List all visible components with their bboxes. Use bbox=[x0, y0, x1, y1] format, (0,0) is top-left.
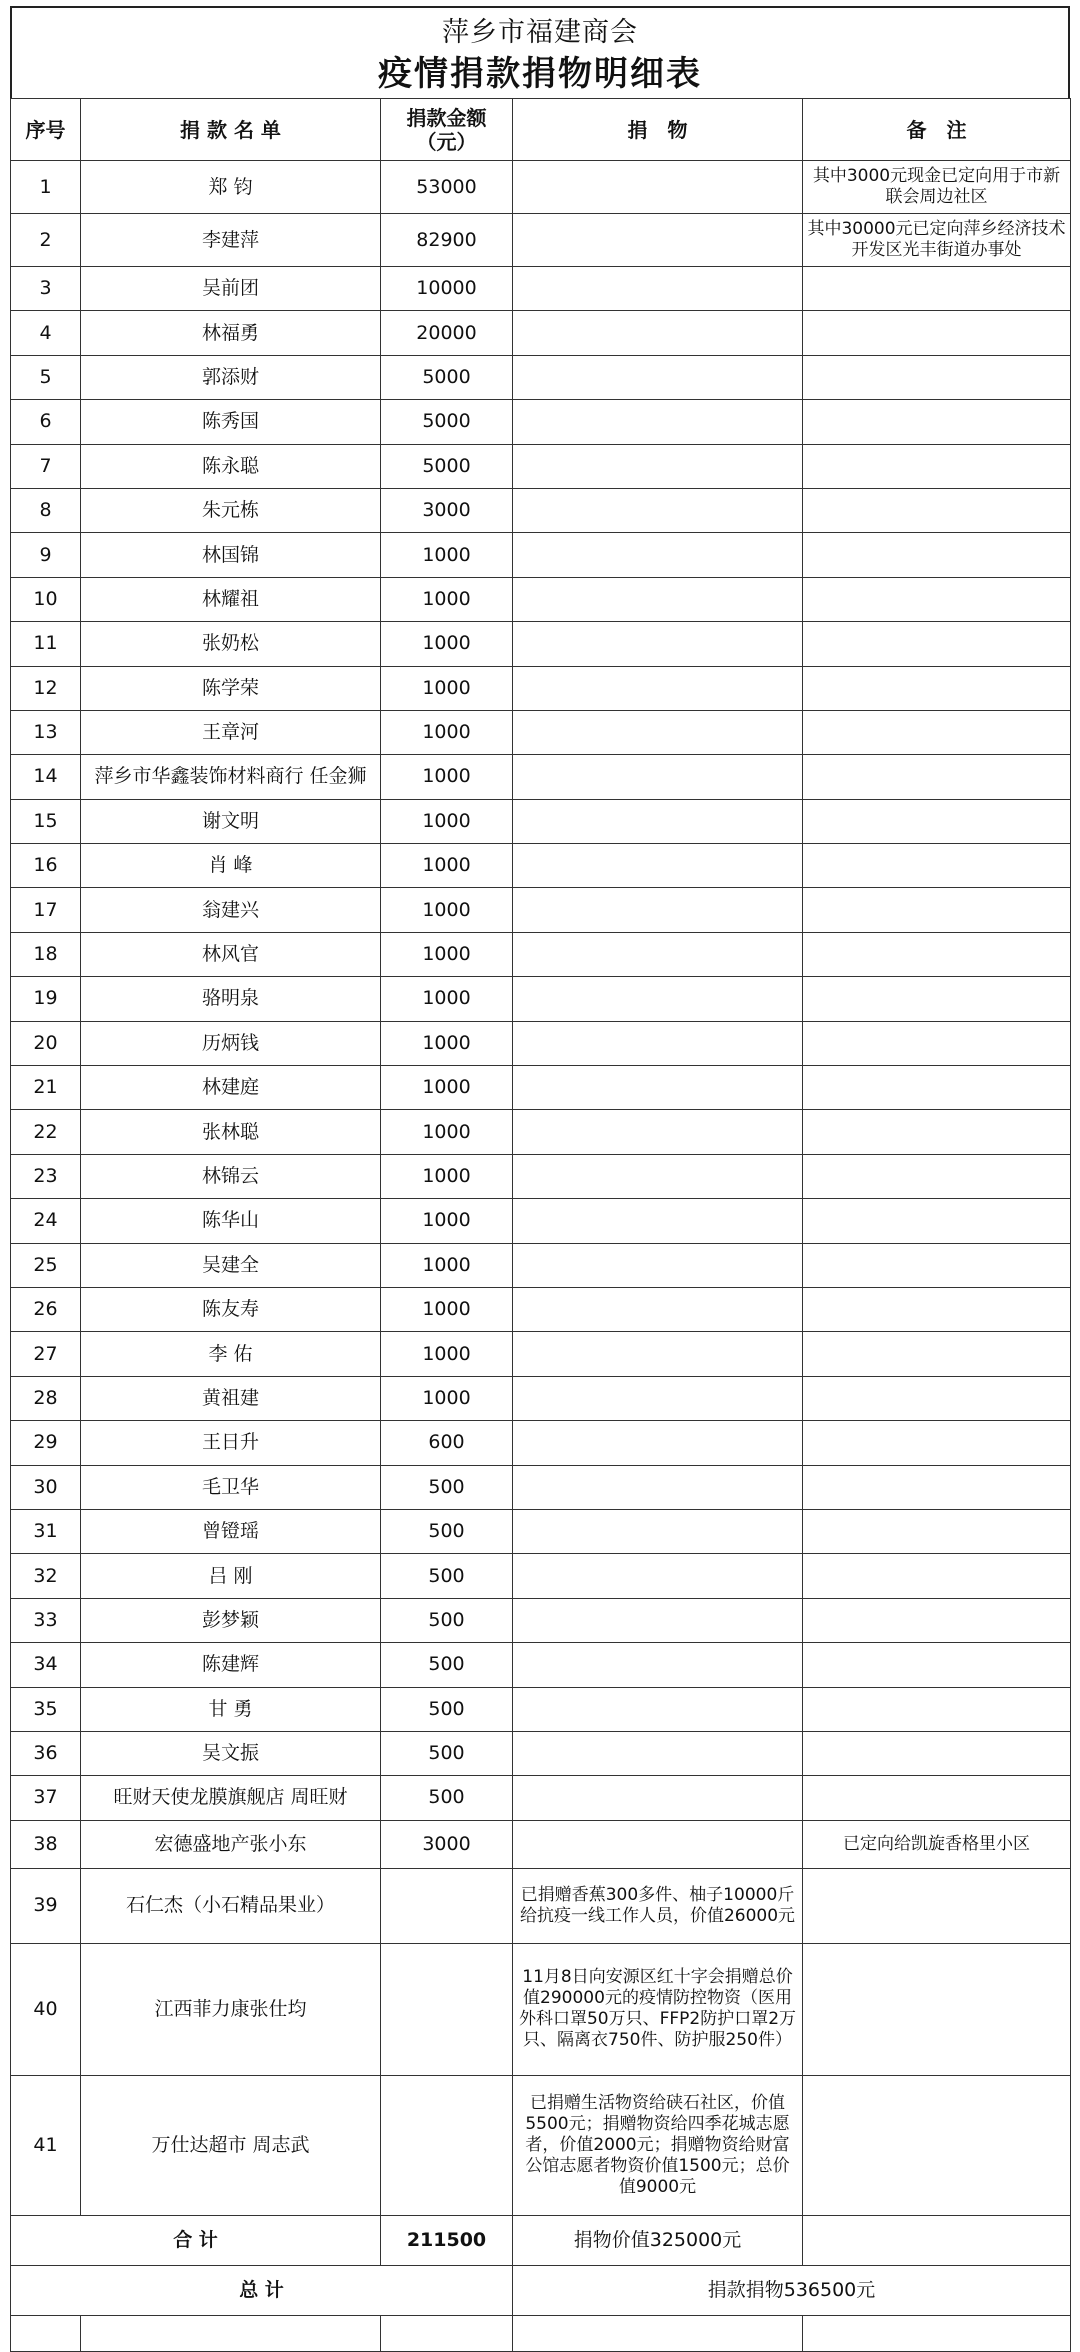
row-no: 15 bbox=[11, 799, 81, 843]
donor-name: 郭添财 bbox=[81, 355, 381, 399]
donor-name: 吴文振 bbox=[81, 1731, 381, 1775]
row-no: 6 bbox=[11, 400, 81, 444]
donated-goods bbox=[513, 400, 803, 444]
table-row bbox=[11, 710, 1071, 754]
donation-amount: 3000 bbox=[381, 488, 513, 532]
table-row bbox=[11, 1643, 1071, 1687]
donated-goods bbox=[513, 267, 803, 311]
donated-goods: 11月8日向安源区红十字会捐赠总价值290000元的疫情防控物资（医用外科口罩50万只、FFP2防护口罩2万只、隔离衣750件、防护服250件） bbox=[513, 1943, 803, 2075]
table-row bbox=[11, 267, 1071, 311]
donation-amount: 1000 bbox=[381, 1376, 513, 1420]
row-no: 33 bbox=[11, 1598, 81, 1642]
donated-goods bbox=[513, 1643, 803, 1687]
donation-amount: 1000 bbox=[381, 844, 513, 888]
donor-name: 朱元栋 bbox=[81, 488, 381, 532]
remark bbox=[803, 755, 1071, 799]
row-no: 7 bbox=[11, 444, 81, 488]
remark bbox=[803, 1868, 1071, 1943]
row-no: 2 bbox=[11, 214, 81, 267]
donation-amount bbox=[381, 1868, 513, 1943]
donated-goods bbox=[513, 1243, 803, 1287]
donated-goods bbox=[513, 1598, 803, 1642]
donation-amount: 600 bbox=[381, 1421, 513, 1465]
donation-amount: 500 bbox=[381, 1643, 513, 1687]
table-row bbox=[11, 1287, 1071, 1331]
blank-cell bbox=[11, 2315, 81, 2351]
donor-name: 万仕达超市 周志武 bbox=[81, 2075, 381, 2215]
donation-table bbox=[10, 98, 1071, 2352]
table-row bbox=[11, 844, 1071, 888]
donor-name: 陈学荣 bbox=[81, 666, 381, 710]
donor-name: 萍乡市华鑫装饰材料商行 任金狮 bbox=[81, 755, 381, 799]
row-no: 12 bbox=[11, 666, 81, 710]
table-row bbox=[11, 888, 1071, 932]
donated-goods bbox=[513, 844, 803, 888]
remark bbox=[803, 1021, 1071, 1065]
title-block bbox=[10, 6, 1070, 98]
remark bbox=[803, 1066, 1071, 1110]
header-goods: 捐 物 bbox=[513, 99, 803, 161]
row-no: 5 bbox=[11, 355, 81, 399]
remark bbox=[803, 666, 1071, 710]
remark: 其中3000元现金已定向用于市新联会周边社区 bbox=[803, 161, 1071, 214]
donation-amount: 1000 bbox=[381, 622, 513, 666]
donor-name: 吴前团 bbox=[81, 267, 381, 311]
row-no: 31 bbox=[11, 1509, 81, 1553]
subtotal-amount: 211500 bbox=[381, 2215, 513, 2265]
remark bbox=[803, 1643, 1071, 1687]
donated-goods bbox=[513, 1820, 803, 1868]
donation-amount: 1000 bbox=[381, 888, 513, 932]
donation-amount: 5000 bbox=[381, 355, 513, 399]
blank-row bbox=[11, 2315, 1071, 2351]
donated-goods bbox=[513, 577, 803, 621]
donor-name: 谢文明 bbox=[81, 799, 381, 843]
row-no: 3 bbox=[11, 267, 81, 311]
table-row bbox=[11, 1421, 1071, 1465]
donor-name: 张奶松 bbox=[81, 622, 381, 666]
donated-goods bbox=[513, 710, 803, 754]
row-no: 37 bbox=[11, 1776, 81, 1820]
donation-amount: 1000 bbox=[381, 799, 513, 843]
org-title: 萍乡市福建商会 bbox=[442, 17, 638, 48]
donor-name: 李 佑 bbox=[81, 1332, 381, 1376]
donated-goods bbox=[513, 755, 803, 799]
donated-goods bbox=[513, 1687, 803, 1731]
table-row bbox=[11, 1376, 1071, 1420]
donor-name: 黄祖建 bbox=[81, 1376, 381, 1420]
donated-goods bbox=[513, 799, 803, 843]
donated-goods bbox=[513, 888, 803, 932]
table-row bbox=[11, 577, 1071, 621]
donated-goods bbox=[513, 1287, 803, 1331]
donor-name: 郑 钧 bbox=[81, 161, 381, 214]
table-row bbox=[11, 1687, 1071, 1731]
donor-name: 骆明泉 bbox=[81, 977, 381, 1021]
row-no: 13 bbox=[11, 710, 81, 754]
table-row bbox=[11, 977, 1071, 1021]
remark bbox=[803, 622, 1071, 666]
remark bbox=[803, 1731, 1071, 1775]
row-no: 35 bbox=[11, 1687, 81, 1731]
remark bbox=[803, 1110, 1071, 1154]
remark bbox=[803, 1287, 1071, 1331]
row-no: 17 bbox=[11, 888, 81, 932]
donation-amount: 1000 bbox=[381, 932, 513, 976]
remark bbox=[803, 311, 1071, 355]
remark bbox=[803, 844, 1071, 888]
blank-cell bbox=[381, 2315, 513, 2351]
donor-name: 旺财天使龙膜旗舰店 周旺财 bbox=[81, 1776, 381, 1820]
total-label: 总 计 bbox=[11, 2265, 513, 2315]
donated-goods bbox=[513, 214, 803, 267]
donation-amount: 1000 bbox=[381, 1066, 513, 1110]
table-row bbox=[11, 755, 1071, 799]
donation-amount: 500 bbox=[381, 1509, 513, 1553]
remark bbox=[803, 1465, 1071, 1509]
donor-name: 毛卫华 bbox=[81, 1465, 381, 1509]
donor-name: 陈建辉 bbox=[81, 1643, 381, 1687]
blank-cell bbox=[513, 2315, 803, 2351]
donor-name: 王日升 bbox=[81, 1421, 381, 1465]
remark bbox=[803, 1554, 1071, 1598]
subtotal-row bbox=[11, 2215, 1071, 2265]
remark bbox=[803, 1943, 1071, 2075]
row-no: 25 bbox=[11, 1243, 81, 1287]
donor-name: 林锦云 bbox=[81, 1154, 381, 1198]
donor-name: 翁建兴 bbox=[81, 888, 381, 932]
row-no: 24 bbox=[11, 1199, 81, 1243]
row-no: 41 bbox=[11, 2075, 81, 2215]
row-no: 11 bbox=[11, 622, 81, 666]
row-no: 38 bbox=[11, 1820, 81, 1868]
donated-goods bbox=[513, 533, 803, 577]
donor-name: 李建萍 bbox=[81, 214, 381, 267]
remark bbox=[803, 267, 1071, 311]
donation-amount: 500 bbox=[381, 1687, 513, 1731]
donation-amount: 5000 bbox=[381, 444, 513, 488]
remark bbox=[803, 577, 1071, 621]
donation-amount: 3000 bbox=[381, 1820, 513, 1868]
remark bbox=[803, 1421, 1071, 1465]
donation-amount: 1000 bbox=[381, 1110, 513, 1154]
row-no: 39 bbox=[11, 1868, 81, 1943]
donation-amount: 1000 bbox=[381, 577, 513, 621]
table-row bbox=[11, 1820, 1071, 1868]
donated-goods bbox=[513, 444, 803, 488]
table-row bbox=[11, 1868, 1071, 1943]
row-no: 20 bbox=[11, 1021, 81, 1065]
donation-amount: 500 bbox=[381, 1731, 513, 1775]
donation-amount: 500 bbox=[381, 1776, 513, 1820]
blank-cell bbox=[81, 2315, 381, 2351]
table-row bbox=[11, 1199, 1071, 1243]
row-no: 4 bbox=[11, 311, 81, 355]
donation-amount: 1000 bbox=[381, 1243, 513, 1287]
donor-name: 陈友寿 bbox=[81, 1287, 381, 1331]
donation-amount: 1000 bbox=[381, 1199, 513, 1243]
remark bbox=[803, 2075, 1071, 2215]
donated-goods bbox=[513, 1554, 803, 1598]
donor-name: 林国锦 bbox=[81, 533, 381, 577]
table-row bbox=[11, 161, 1071, 214]
row-no: 28 bbox=[11, 1376, 81, 1420]
remark bbox=[803, 1376, 1071, 1420]
donation-amount: 1000 bbox=[381, 1332, 513, 1376]
table-title: 疫情捐款捐物明细表 bbox=[378, 54, 702, 94]
row-no: 36 bbox=[11, 1731, 81, 1775]
row-no: 19 bbox=[11, 977, 81, 1021]
donation-amount: 1000 bbox=[381, 710, 513, 754]
donation-amount: 82900 bbox=[381, 214, 513, 267]
header-amount bbox=[381, 99, 513, 161]
donated-goods bbox=[513, 1465, 803, 1509]
donation-amount: 1000 bbox=[381, 755, 513, 799]
donation-amount: 5000 bbox=[381, 400, 513, 444]
table-row bbox=[11, 1731, 1071, 1775]
donated-goods bbox=[513, 1110, 803, 1154]
subtotal-note bbox=[803, 2215, 1071, 2265]
remark bbox=[803, 1776, 1071, 1820]
donation-amount: 1000 bbox=[381, 533, 513, 577]
remark bbox=[803, 1509, 1071, 1553]
donation-amount bbox=[381, 2075, 513, 2215]
remark bbox=[803, 888, 1071, 932]
donation-amount: 1000 bbox=[381, 1021, 513, 1065]
row-no: 29 bbox=[11, 1421, 81, 1465]
donor-name: 曾镫瑶 bbox=[81, 1509, 381, 1553]
row-no: 10 bbox=[11, 577, 81, 621]
row-no: 32 bbox=[11, 1554, 81, 1598]
table-row bbox=[11, 1776, 1071, 1820]
row-no: 26 bbox=[11, 1287, 81, 1331]
table-row bbox=[11, 1554, 1071, 1598]
row-no: 14 bbox=[11, 755, 81, 799]
header-row bbox=[11, 99, 1071, 161]
donated-goods bbox=[513, 1421, 803, 1465]
remark bbox=[803, 533, 1071, 577]
donor-name: 陈永聪 bbox=[81, 444, 381, 488]
donor-name: 林建庭 bbox=[81, 1066, 381, 1110]
table-row bbox=[11, 1243, 1071, 1287]
donated-goods bbox=[513, 622, 803, 666]
header-no: 序号 bbox=[11, 99, 81, 161]
donor-name: 吴建全 bbox=[81, 1243, 381, 1287]
table-body bbox=[11, 161, 1071, 2216]
row-no: 34 bbox=[11, 1643, 81, 1687]
table-row bbox=[11, 799, 1071, 843]
total-row bbox=[11, 2265, 1071, 2315]
donated-goods bbox=[513, 1376, 803, 1420]
donated-goods bbox=[513, 311, 803, 355]
header-note: 备 注 bbox=[803, 99, 1071, 161]
donor-name: 肖 峰 bbox=[81, 844, 381, 888]
table-row bbox=[11, 1465, 1071, 1509]
donation-amount: 1000 bbox=[381, 1154, 513, 1198]
donation-amount: 1000 bbox=[381, 1287, 513, 1331]
remark bbox=[803, 400, 1071, 444]
remark bbox=[803, 444, 1071, 488]
donated-goods bbox=[513, 1731, 803, 1775]
donation-amount: 53000 bbox=[381, 161, 513, 214]
donated-goods bbox=[513, 1154, 803, 1198]
donor-name: 王章河 bbox=[81, 710, 381, 754]
remark bbox=[803, 1243, 1071, 1287]
table-row bbox=[11, 311, 1071, 355]
remark bbox=[803, 710, 1071, 754]
donor-name: 张林聪 bbox=[81, 1110, 381, 1154]
table-row bbox=[11, 1332, 1071, 1376]
donation-amount: 20000 bbox=[381, 311, 513, 355]
header-amount-line2: （元） bbox=[416, 129, 477, 154]
donor-name: 林耀祖 bbox=[81, 577, 381, 621]
donated-goods bbox=[513, 977, 803, 1021]
table-row bbox=[11, 1154, 1071, 1198]
donated-goods bbox=[513, 161, 803, 214]
table-row bbox=[11, 355, 1071, 399]
table-row bbox=[11, 214, 1071, 267]
donor-name: 甘 勇 bbox=[81, 1687, 381, 1731]
header-amount-line1: 捐款金额 bbox=[406, 105, 487, 130]
table-row bbox=[11, 932, 1071, 976]
remark: 其中30000元已定向萍乡经济技术开发区光丰街道办事处 bbox=[803, 214, 1071, 267]
remark bbox=[803, 1154, 1071, 1198]
remark bbox=[803, 977, 1071, 1021]
donated-goods bbox=[513, 1776, 803, 1820]
subtotal-goods: 捐物价值325000元 bbox=[513, 2215, 803, 2265]
donated-goods bbox=[513, 1066, 803, 1110]
donor-name: 陈华山 bbox=[81, 1199, 381, 1243]
table-row bbox=[11, 533, 1071, 577]
remark bbox=[803, 1332, 1071, 1376]
remark bbox=[803, 488, 1071, 532]
table-row bbox=[11, 1509, 1071, 1553]
row-no: 40 bbox=[11, 1943, 81, 2075]
table-row bbox=[11, 1110, 1071, 1154]
donor-name: 吕 刚 bbox=[81, 1554, 381, 1598]
donor-name: 宏德盛地产张小东 bbox=[81, 1820, 381, 1868]
donated-goods bbox=[513, 488, 803, 532]
donation-amount: 10000 bbox=[381, 267, 513, 311]
subtotal-label: 合 计 bbox=[11, 2215, 381, 2265]
table-row bbox=[11, 622, 1071, 666]
row-no: 8 bbox=[11, 488, 81, 532]
donated-goods bbox=[513, 1509, 803, 1553]
row-no: 1 bbox=[11, 161, 81, 214]
donated-goods bbox=[513, 1332, 803, 1376]
donation-amount: 500 bbox=[381, 1465, 513, 1509]
table-row bbox=[11, 2075, 1071, 2215]
total-value: 捐款捐物536500元 bbox=[513, 2265, 1071, 2315]
row-no: 16 bbox=[11, 844, 81, 888]
remark bbox=[803, 1687, 1071, 1731]
row-no: 22 bbox=[11, 1110, 81, 1154]
donor-name: 陈秀国 bbox=[81, 400, 381, 444]
donation-amount: 1000 bbox=[381, 666, 513, 710]
donation-sheet bbox=[10, 6, 1070, 2352]
table-row bbox=[11, 444, 1071, 488]
table-row bbox=[11, 400, 1071, 444]
donor-name: 江西菲力康张仕均 bbox=[81, 1943, 381, 2075]
row-no: 23 bbox=[11, 1154, 81, 1198]
blank-cell bbox=[803, 2315, 1071, 2351]
row-no: 27 bbox=[11, 1332, 81, 1376]
remark bbox=[803, 799, 1071, 843]
donated-goods bbox=[513, 1021, 803, 1065]
table-row bbox=[11, 1598, 1071, 1642]
row-no: 18 bbox=[11, 932, 81, 976]
donation-amount bbox=[381, 1943, 513, 2075]
donated-goods bbox=[513, 1199, 803, 1243]
remark bbox=[803, 932, 1071, 976]
table-row bbox=[11, 1066, 1071, 1110]
donated-goods: 已捐赠香蕉300多件、柚子10000斤给抗疫一线工作人员，价值26000元 bbox=[513, 1868, 803, 1943]
donation-amount: 500 bbox=[381, 1598, 513, 1642]
remark bbox=[803, 355, 1071, 399]
donation-amount: 1000 bbox=[381, 977, 513, 1021]
donated-goods: 已捐赠生活物资给硖石社区，价值5500元；捐赠物资给四季花城志愿者，价值2000元；捐赠物资给财富公馆志愿者物资价值1500元；总价值9000元 bbox=[513, 2075, 803, 2215]
donation-amount: 500 bbox=[381, 1554, 513, 1598]
remark: 已定向给凯旋香格里小区 bbox=[803, 1820, 1071, 1868]
donated-goods bbox=[513, 932, 803, 976]
donor-name: 彭梦颖 bbox=[81, 1598, 381, 1642]
table-row bbox=[11, 1021, 1071, 1065]
donor-name: 石仁杰（小石精品果业） bbox=[81, 1868, 381, 1943]
row-no: 9 bbox=[11, 533, 81, 577]
remark bbox=[803, 1199, 1071, 1243]
donor-name: 林福勇 bbox=[81, 311, 381, 355]
table-row bbox=[11, 1943, 1071, 2075]
header-name: 捐 款 名 单 bbox=[81, 99, 381, 161]
donor-name: 林风官 bbox=[81, 932, 381, 976]
remark bbox=[803, 1598, 1071, 1642]
table-row bbox=[11, 666, 1071, 710]
row-no: 21 bbox=[11, 1066, 81, 1110]
donated-goods bbox=[513, 666, 803, 710]
row-no: 30 bbox=[11, 1465, 81, 1509]
table-row bbox=[11, 488, 1071, 532]
donated-goods bbox=[513, 355, 803, 399]
donor-name: 历炳钱 bbox=[81, 1021, 381, 1065]
